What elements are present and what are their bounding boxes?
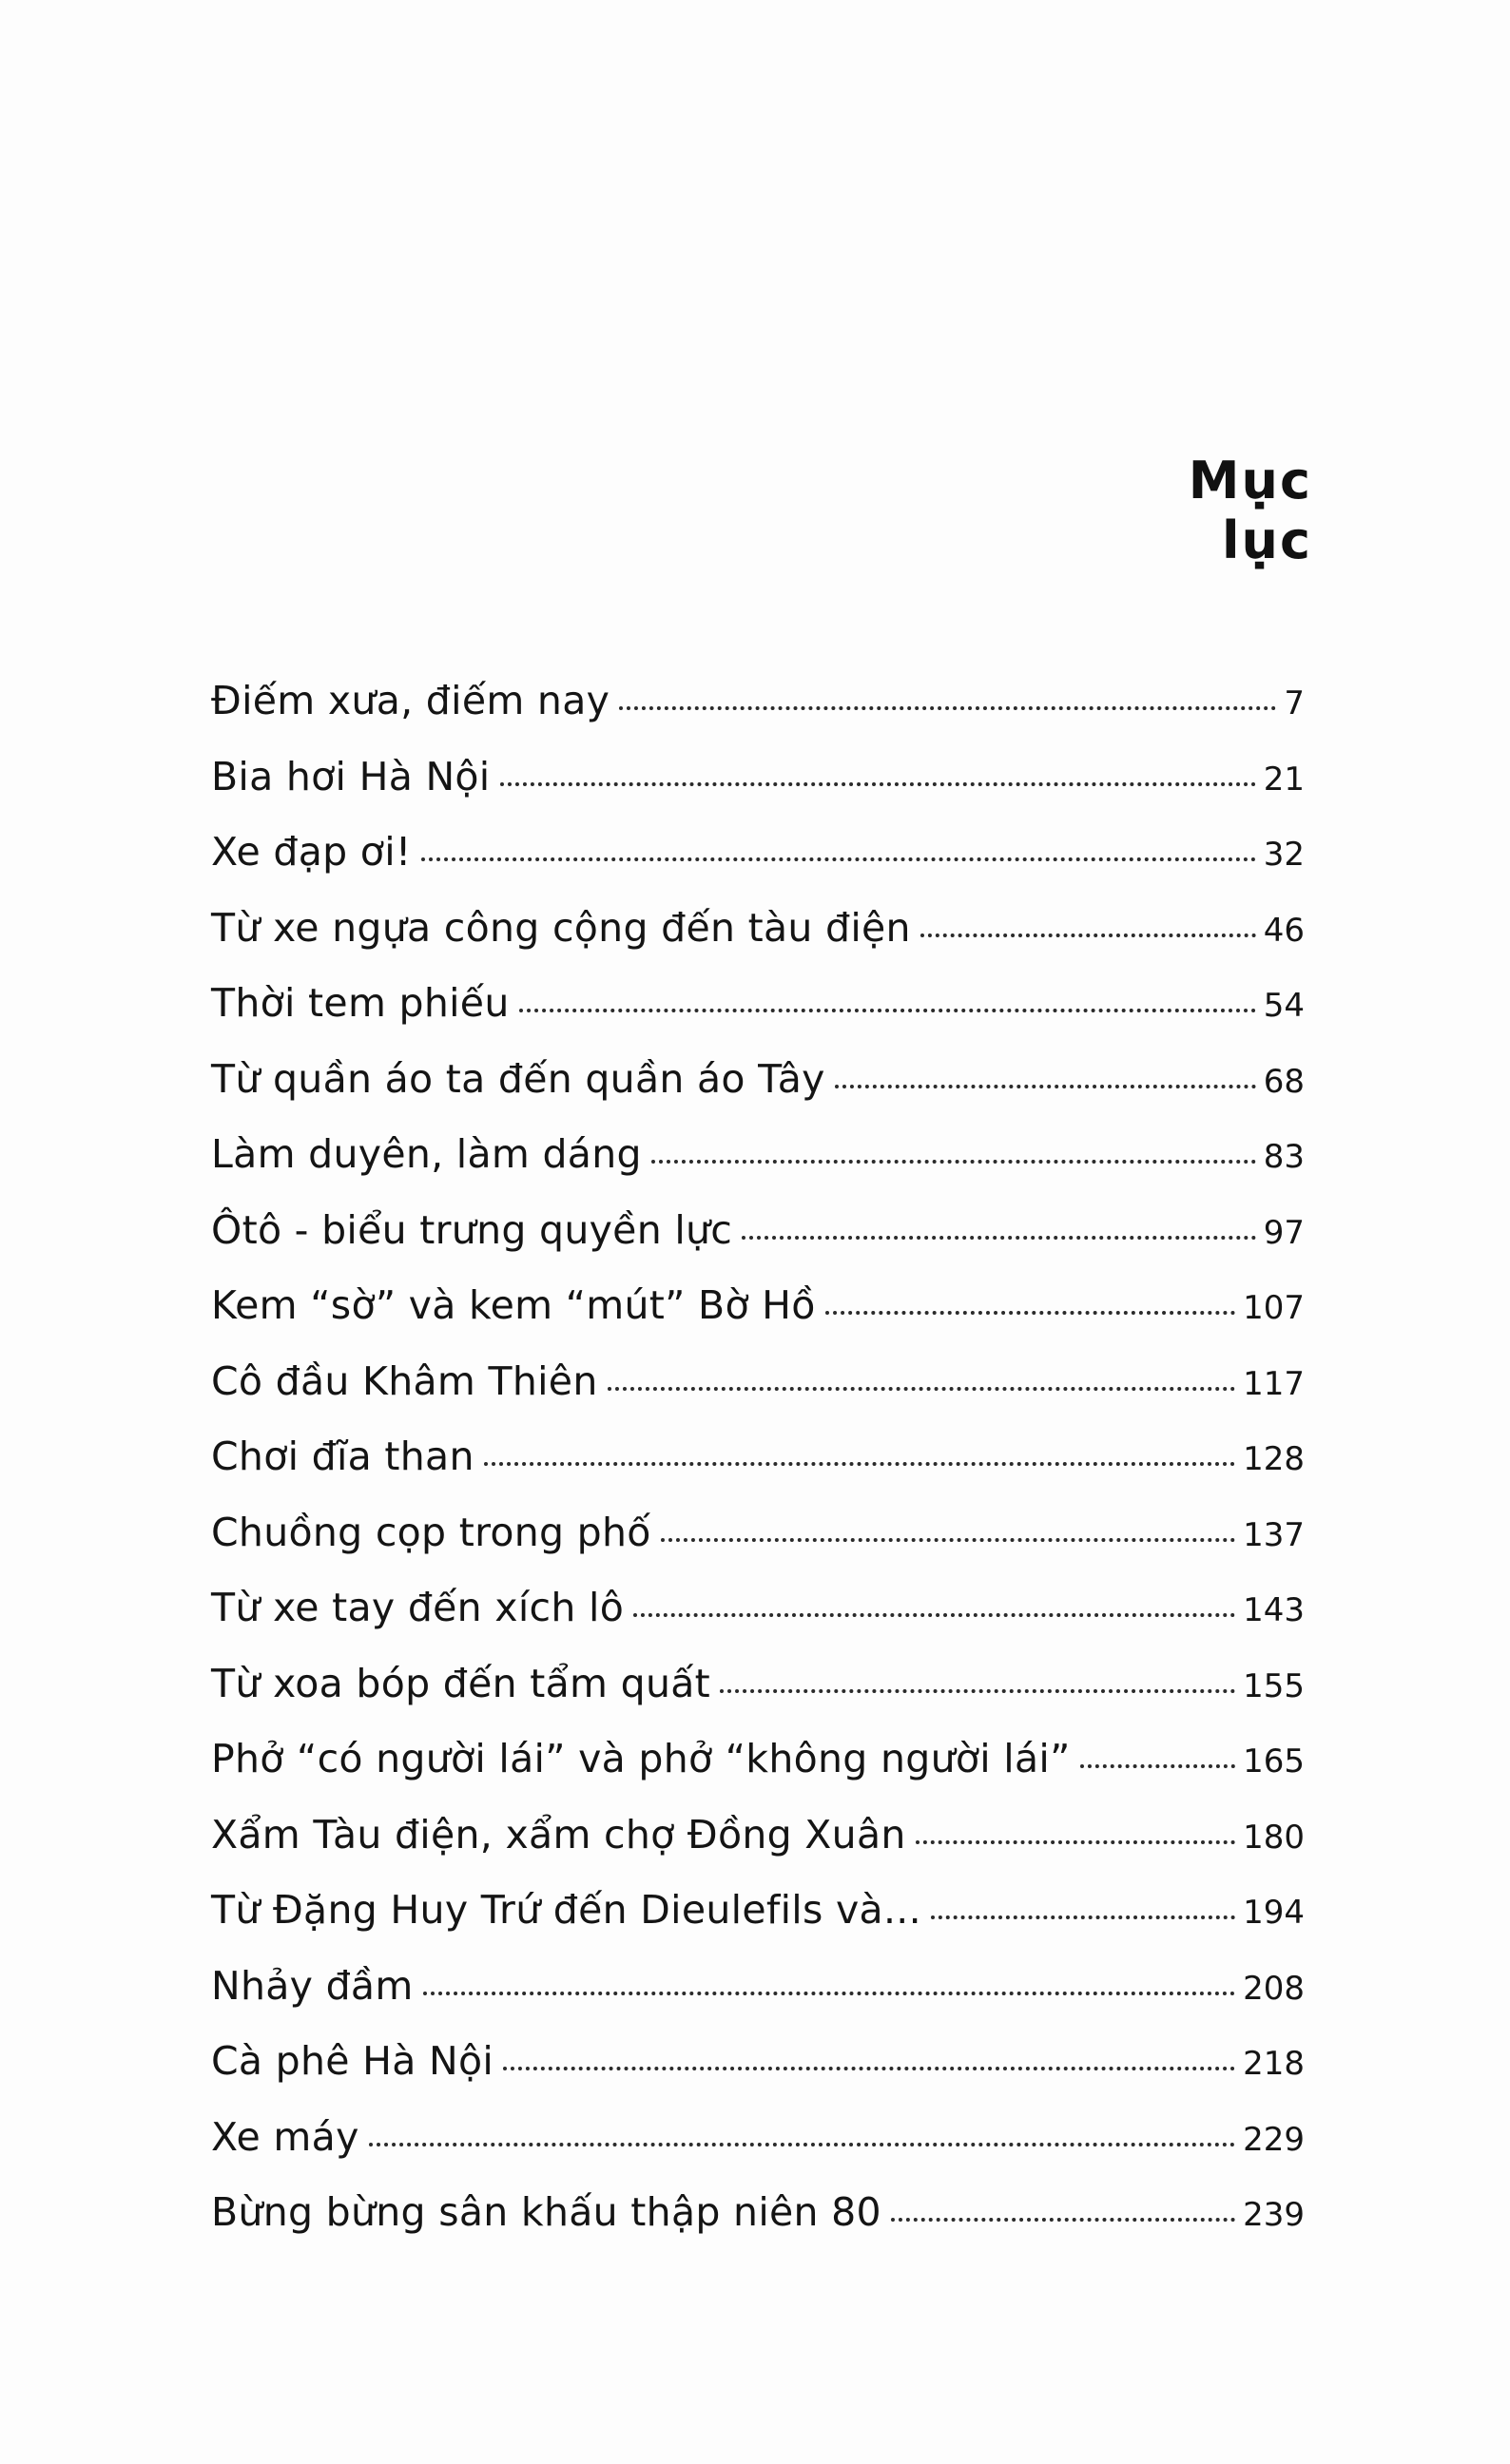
dot-leader (825, 1311, 1235, 1315)
toc-entry (211, 1193, 1305, 1269)
toc-entry (211, 1646, 1305, 1723)
toc-entry-page: 21 (1263, 760, 1305, 799)
table-of-contents (211, 664, 1305, 2251)
dot-leader (916, 1840, 1235, 1844)
toc-entry-page: 208 (1243, 1969, 1305, 2008)
toc-entry-page: 32 (1263, 836, 1305, 874)
toc-entry-title: Cô đầu Khâm Thiên (211, 1357, 598, 1404)
dot-leader (500, 782, 1256, 786)
dot-leader (633, 1613, 1235, 1617)
dot-leader (503, 2067, 1235, 2070)
toc-entry-page: 194 (1243, 1894, 1305, 1932)
toc-entry (211, 891, 1305, 967)
toc-entry (211, 1949, 1305, 2025)
toc-entry-page: 137 (1243, 1515, 1305, 1554)
dot-leader (651, 1160, 1256, 1164)
toc-entry-page: 68 (1263, 1062, 1305, 1101)
toc-entry-title: Xe máy (211, 2113, 359, 2160)
toc-entry-page: 239 (1243, 2196, 1305, 2234)
toc-entry-title: Bừng bừng sân khấu thập niên 80 (211, 2189, 881, 2235)
toc-entry-page: 54 (1263, 987, 1305, 1025)
toc-entry-page: 180 (1243, 1818, 1305, 1857)
toc-entry-page: 218 (1243, 2045, 1305, 2083)
toc-entry-title: Từ xoa bóp đến tẩm quất (211, 1660, 711, 1706)
dot-leader (835, 1085, 1256, 1088)
toc-entry-page: 117 (1243, 1364, 1305, 1403)
page-title: Mục lục (1188, 451, 1312, 570)
toc-entry (211, 1495, 1305, 1571)
toc-entry (211, 2024, 1305, 2100)
toc-entry-page: 165 (1243, 1742, 1305, 1781)
toc-entry-title: Từ quần áo ta đến quần áo Tây (211, 1055, 825, 1102)
toc-entry (211, 1117, 1305, 1193)
toc-entry-title: Từ Đặng Huy Trứ đến Dieulefils và... (211, 1887, 921, 1933)
dot-leader (920, 934, 1256, 937)
toc-entry (211, 1268, 1305, 1344)
toc-entry (211, 740, 1305, 816)
toc-entry-title: Xẩm Tàu điện, xẩm chợ Đồng Xuân (211, 1811, 906, 1858)
toc-entry (211, 2175, 1305, 2251)
dot-leader (369, 2143, 1235, 2146)
dot-leader (720, 1689, 1235, 1693)
dot-leader (742, 1236, 1256, 1240)
toc-entry-title: Điếm xưa, điếm nay (211, 678, 610, 723)
toc-entry-page: 128 (1243, 1440, 1305, 1478)
dot-leader (421, 857, 1256, 861)
toc-entry-page: 97 (1263, 1213, 1305, 1252)
toc-entry (211, 1873, 1305, 1949)
toc-entry-title: Bia hơi Hà Nội (211, 753, 491, 799)
dot-leader (661, 1538, 1235, 1542)
toc-entry (211, 1722, 1305, 1798)
toc-entry-title: Chơi đĩa than (211, 1434, 474, 1479)
toc-entry (211, 2100, 1305, 2176)
toc-entry (211, 1419, 1305, 1495)
toc-entry (211, 966, 1305, 1042)
toc-entry-page: 229 (1243, 2120, 1305, 2159)
toc-entry-title: Ôtô - biểu trưng quyền lực (211, 1206, 733, 1253)
toc-entry (211, 1798, 1305, 1874)
toc-entry (211, 815, 1305, 891)
dot-leader (608, 1387, 1235, 1391)
dot-leader (519, 1009, 1256, 1012)
toc-entry-title: Từ xe ngựa công cộng đến tàu điện (211, 904, 911, 951)
toc-entry-title: Từ xe tay đến xích lô (211, 1585, 625, 1630)
dot-leader (1080, 1764, 1235, 1768)
toc-entry-title: Làm duyên, làm dáng (211, 1131, 642, 1177)
toc-entry-page: 107 (1243, 1289, 1305, 1327)
toc-entry-page: 46 (1263, 911, 1305, 950)
dot-leader (423, 1992, 1236, 1995)
toc-entry (211, 664, 1305, 740)
toc-entry-title: Chuồng cọp trong phố (211, 1509, 651, 1555)
toc-entry-page: 155 (1243, 1666, 1305, 1705)
toc-entry (211, 1344, 1305, 1420)
dot-leader (484, 1462, 1235, 1466)
toc-entry-title: Phở “có người lái” và phở “không người lái” (211, 1736, 1071, 1781)
dot-leader (619, 706, 1276, 710)
toc-entry-title: Kem “sờ” và kem “mút” Bờ Hồ (211, 1282, 816, 1328)
toc-entry-page: 143 (1243, 1591, 1305, 1629)
toc-entry (211, 1042, 1305, 1118)
toc-entry-page: 83 (1263, 1138, 1305, 1176)
dot-leader (891, 2218, 1235, 2222)
toc-entry-title: Xe đạp ơi! (211, 829, 412, 875)
toc-entry-title: Nhảy đầm (211, 1962, 414, 2009)
dot-leader (931, 1915, 1235, 1919)
toc-entry-page: 7 (1284, 684, 1305, 722)
toc-entry (211, 1570, 1305, 1646)
toc-entry-title: Cà phê Hà Nội (211, 2038, 494, 2084)
toc-entry-title: Thời tem phiếu (211, 980, 510, 1026)
